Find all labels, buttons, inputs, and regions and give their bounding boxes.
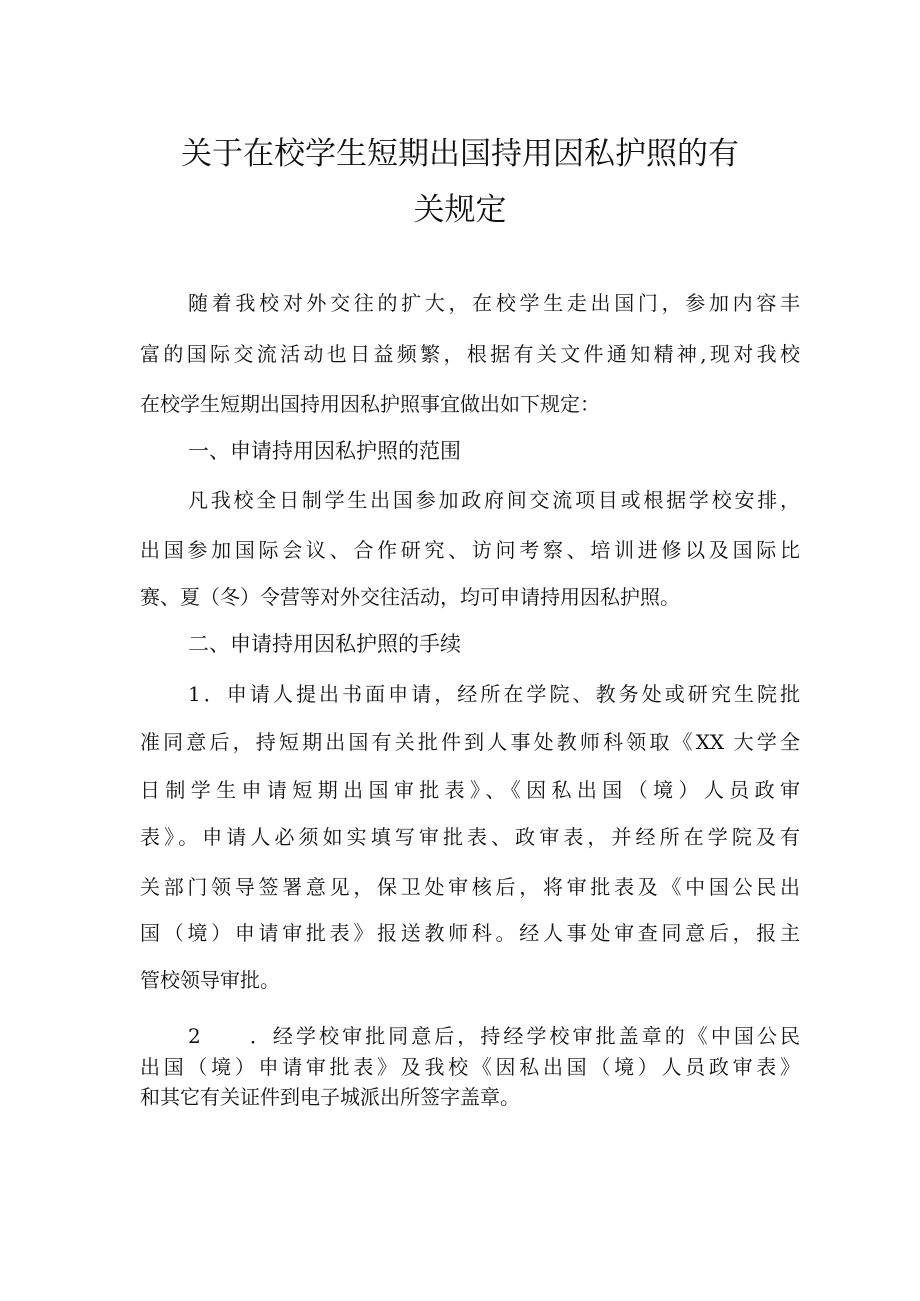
section-1-heading: 一、申请持用因私护照的范围 bbox=[188, 439, 461, 463]
section-2-heading: 二、申请持用因私护照的手续 bbox=[188, 632, 461, 656]
section-1-line-1: 凡我校全日制学生出国参加政府间交流项目或根据学校安排， bbox=[188, 488, 800, 512]
item-1-line-1: 1．申请人提出书面申请，经所在学院、教务处或研究生院批 bbox=[188, 682, 800, 706]
document-title-line-1: 关于在校学生短期出国持用因私护照的有 bbox=[181, 136, 739, 172]
intro-line-2: 富的国际交流活动也日益频繁，根据有关文件通知精神,现对我校 bbox=[140, 342, 800, 366]
item-2-line-3: 和其它有关证件到电子城派出所签字盖章。 bbox=[140, 1085, 520, 1109]
item-1-line-4: 表》。申请人必须如实填写审批表、政审表，并经所在学院及有 bbox=[140, 825, 800, 849]
intro-line-1: 随着我校对外交往的扩大，在校学生走出国门，参加内容丰 bbox=[188, 291, 800, 315]
item-1-line-6: 国（境）申请审批表》报送教师科。经人事处审查同意后，报主 bbox=[140, 921, 800, 945]
section-1-line-2: 出国参加国际会议、合作研究、访问考察、培训进修以及国际比 bbox=[140, 538, 800, 562]
intro-line-3: 在校学生短期出国持用因私护照事宜做出如下规定： bbox=[140, 392, 600, 416]
document-title-line-2: 关规定 bbox=[413, 192, 507, 228]
item-1-line-3: 日制学生申请短期出国审批表》、《因私出国（境）人员政审 bbox=[140, 778, 800, 802]
item-1-line-5: 关部门领导签署意见，保卫处审核后，将审批表及《中国公民出 bbox=[140, 875, 800, 899]
item-1-line-7: 管校领导审批。 bbox=[140, 968, 280, 992]
item-2-line-1: 2 ．经学校审批同意后，持经学校审批盖章的《中国公民 bbox=[188, 1024, 800, 1048]
section-1-line-3: 赛、夏（冬）令营等对外交往活动，均可申请持用因私护照。 bbox=[140, 585, 680, 609]
item-1-line-2: 准同意后，持短期出国有关批件到人事处教师科领取《XX 大学全 bbox=[140, 730, 800, 754]
item-2-line-2: 出国（境）申请审批表》及我校《因私出国（境）人员政审表》 bbox=[140, 1055, 800, 1079]
